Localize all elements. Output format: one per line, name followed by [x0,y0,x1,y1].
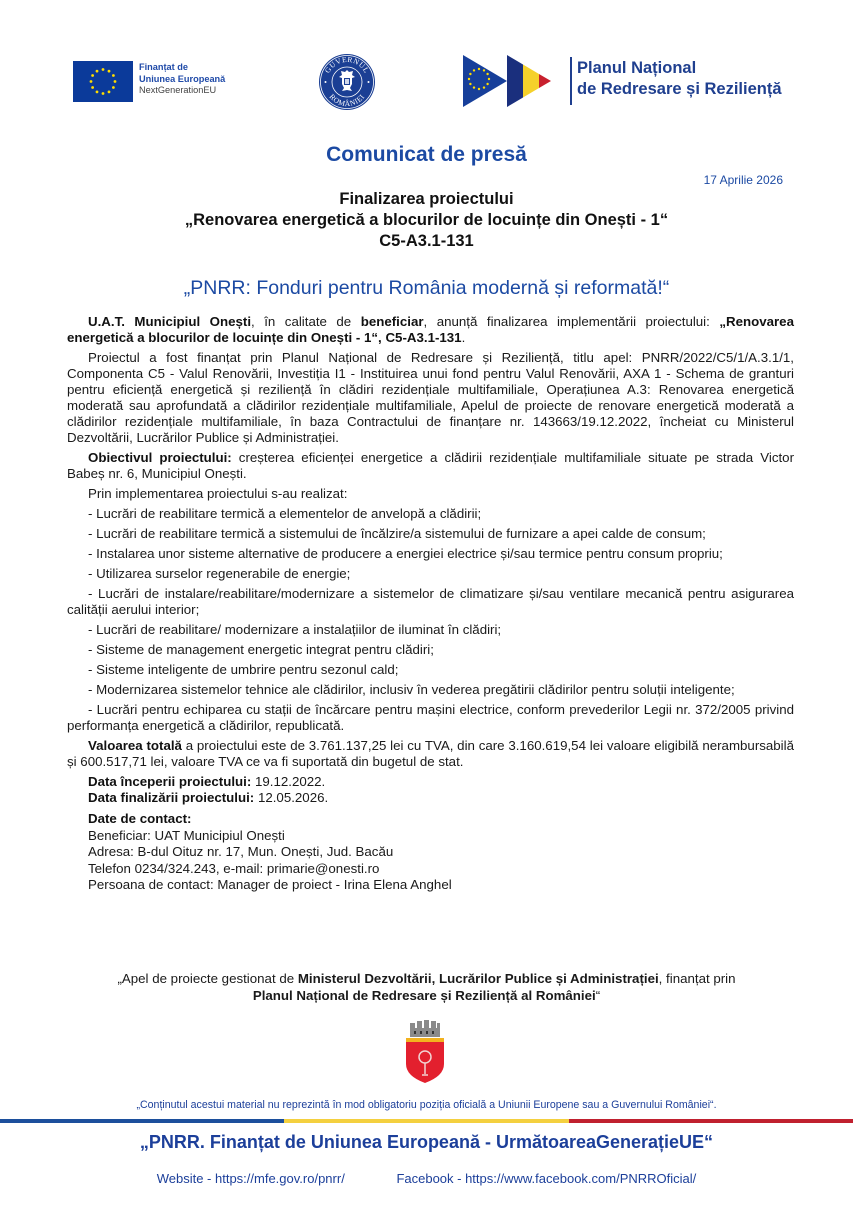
eu-funding-logo [73,61,253,103]
pnrr-logo-line2: de Redresare și Reziliență [577,80,782,98]
footer-links [0,1171,853,1186]
contact-phone-email: Telefon 0234/324.243, e-mail: primarie@onesti.ro [88,860,380,876]
plan-name: Planul Național de Redresare și Reziliență al României [252,988,596,1003]
seal-ring-top: GUVERNUL [322,54,372,75]
start-date: Data începerii proiectului: 19.12.2022. [88,774,326,789]
pnrr-logo [463,55,793,110]
beneficiary-name: U.A.T. Municipiul Onești [88,314,252,329]
list-item: - Sisteme inteligente de umbrire pentru sezonul cald; [88,662,399,677]
contact-beneficiary: Beneficiar: UAT Municipiul Onești [88,827,285,843]
eu-logo-line1: Finanțat de [139,62,189,72]
list-item: - Lucrări pentru echiparea cu stații de încărcare pentru mașini electrice, conform prevederilor Legii nr. 372/2005 privind performanța energetică a clădirilor, republicată. [67,702,794,733]
contact-person: Persoana de contact: Manager de proiect - Irina Elena Anghel [88,877,452,892]
objective-label: Obiectivul proiectului: [88,450,232,465]
value-text: a proiectului este de 3.761.137,25 lei cu TVA, din care 3.160.619,54 lei valoare eligibilă nerambursabilă și 600.517,71 lei, valoare TVA ce va fi suportată din bugetul de stat. [67,738,794,769]
seal-ring-bottom: ROMÂNIEI [327,92,367,109]
page-title: Comunicat de presă [326,143,527,166]
pnrr-arrows-icon [463,55,569,107]
list-item: - Lucrări de instalare/reabilitare/modernizare a sistemelor de climatizare și/sau ventilare mecanică pentru asigurarea calității aerului interior; [67,586,794,617]
list-item: - Lucrări de reabilitare termică a elementelor de anvelopă a clădirii; [88,506,482,521]
facebook-link[interactable]: Facebook - https://www.facebook.com/PNRROficial/ [396,1171,697,1186]
press-release-body [67,314,794,894]
guvernul-romaniei-seal-icon [318,53,376,111]
objective-paragraph [67,450,794,482]
list-item: - Instalarea unor sisteme alternative de producere a energiei electrice și/sau termice pentru consum propriu; [88,546,723,561]
works-list [67,506,794,734]
tricolor-red [569,1119,853,1123]
tricolor-blue [0,1119,284,1123]
project-heading [0,189,853,252]
contact-label: Date de contact: [88,811,192,826]
pnrr-logo-divider [570,57,572,105]
eu-logo-line3: NextGenerationEU [139,85,217,95]
contact-address: Adresa: B-dul Oituz nr. 17, Mun. Onești, Jud. Bacău [88,844,394,859]
project-dates [67,774,794,806]
press-release-date: 17 Aprilie 2026 [703,173,783,187]
tricolor-yellow [284,1119,568,1123]
tricolor-divider [0,1119,853,1123]
eu-logo-line2: Uniunea Europeană [139,73,226,84]
footer-slogan: „PNRR. Finanțat de Uniunea Europeană - UrmătoareaGenerațieUE“ [139,1132,714,1152]
eu-flag-icon [73,61,133,102]
pnrr-slogan: „PNRR: Fonduri pentru România modernă și reformată!“ [183,277,670,299]
project-heading-line2: „Renovarea energetică a blocurilor de locuințe din Onești - 1“ [184,211,669,229]
list-item: - Sisteme de management energetic integrat pentru clădiri; [88,642,434,657]
project-name: „Renovarea energetică a blocurilor de locuințe din Onești - 1“, C5-A3.1-131 [67,314,794,345]
disclaimer: „Conținutul acestui material nu reprezintă în mod obligatoriu poziția oficială a Uniunii Europene sau a Guvernului României“. [136,1099,717,1111]
website-link[interactable]: Website - https://mfe.gov.ro/pnrr/ [156,1171,345,1186]
value-paragraph [67,738,794,770]
financing-paragraph: Proiectul a fost finanțat prin Planul Național de Redresare și Reziliență, titlu apel: PNRR/2022/C5/1/A.3.1/1, Componenta C5 - Valul Renovării, Investiția I1 - Instituirea unui fond pentru Valul Renovării, AXA 1 - Schema de granturi pentru eficiență energetică și reziliență în clădiri rezidențiale multifamiliale, Operațiunea A.3: Renovarea energetică moderată sau aprofundată a clădirilor rezidențiale multifamiliale, Apelul de proiecte de renovare energetică moderată a clădirilor rezidențiale multifamiliale, în baza Contractului de finanțare nr. 143663/19.12.2022, încheiat cu Ministerul Dezvoltării, Lucrărilor Publice și Administrației. [67,350,794,445]
intro-paragraph: U.A.T. Municipiul Onești, în calitate de beneficiar, anunță finalizarea implementării proiectului: „Renovarea energetică a blocurilor de locuințe din Onești - 1“, C5-A3.1-131. [67,314,794,345]
project-code: C5-A3.1-131 [379,232,474,250]
ministry-name: Ministerul Dezvoltării, Lucrărilor Publice și Administrației [297,971,659,986]
onesti-coat-of-arms-icon [404,1020,446,1084]
list-item: - Modernizarea sistemelor tehnice ale clădirilor, inclusiv în vederea pregătirii clădirilor pentru soluții inteligente; [88,682,735,697]
beneficiary-role: beneficiar [360,314,424,329]
contact-block [67,811,794,894]
call-statement: „Apel de proiecte gestionat de Ministerul Dezvoltării, Lucrărilor Publice și Administrației, finanțat prin Planul Național de Redresare și Reziliență al României“ [117,971,736,1003]
works-intro: Prin implementarea proiectului s-au realizat: [88,486,348,501]
list-item: - Utilizarea surselor regenerabile de energie; [88,566,351,581]
project-heading-line1: Finalizarea proiectului [339,190,514,208]
list-item: - Lucrări de reabilitare/ modernizare a instalațiilor de iluminat în clădiri; [88,622,502,637]
pnrr-logo-line1: Planul Național [577,59,697,77]
list-item: - Lucrări de reabilitare termică a sistemului de încălzire/a sistemului de furnizare a apei calde de consum; [88,526,706,541]
end-date: Data finalizării proiectului: 12.05.2026. [88,790,329,805]
value-label: Valoarea totală [88,738,182,753]
objective-text: creșterea eficienței energetice a clădirii rezidențiale multifamiliale situate pe strada Victor Babeș nr. 6, Municipiul Onești. [67,450,795,481]
